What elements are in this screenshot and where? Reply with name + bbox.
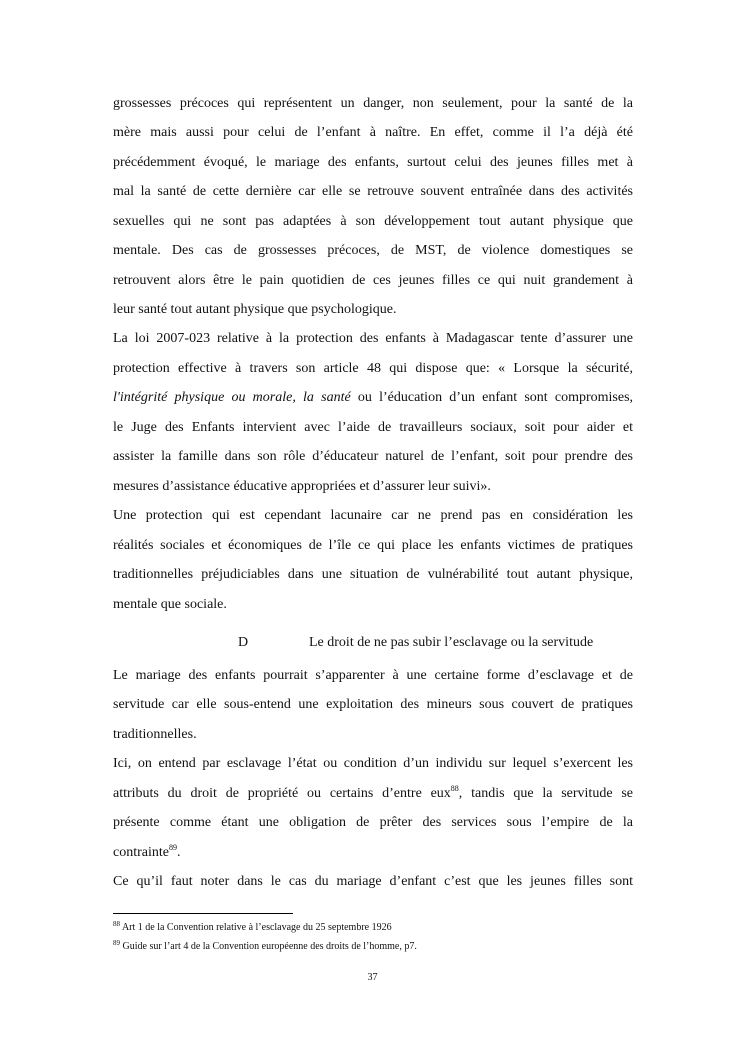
footnote-number: 89 [113,939,120,947]
body-text [113,0,633,1053]
text-span: contrainte [113,845,169,860]
text-span: ou l’éducation d’un enfant sont compromises, [350,390,634,405]
text-line: assister la famille dans son rôle d’éducateur naturel de l’enfant, soit pour prendre des [113,449,633,464]
text-line: présente comme étant une obligation de prêter des services sous l’empire de la [113,815,633,830]
section-title: Le droit de ne pas subir l’esclavage ou la servitude [309,635,594,650]
text-line [113,390,633,406]
italic-quote: l'intégrité physique ou morale, la santé [113,390,351,405]
text-line: Ici, on entend par esclavage l’état ou condition d’un individu sur lequel s’exercent les [113,756,633,771]
text-line: mentale que sociale. [113,597,227,612]
footnote-text: Guide sur l’art 4 de la Convention européenne des droits de l’homme, p7. [120,941,417,952]
text-line: grossesses précoces qui représentent un danger, non seulement, pour la santé de la [113,96,633,111]
text-line: réalités sociales et économiques de l’île ce qui place les enfants victimes de pratiques [113,538,633,553]
text-line: mère mais aussi pour celui de l’enfant à naître. En effet, comme il l’a déjà été [113,125,633,140]
text-line: traditionnelles préjudiciables dans une situation de vulnérabilité tout autant physique, [113,567,633,582]
footnote-number: 88 [113,920,120,928]
footnote-divider [113,913,293,914]
text-span: , tandis que la servitude se [458,786,633,801]
footnote [113,922,392,934]
text-line: retrouvent alors être le pain quotidien de ces jeunes filles ce qui nuit grandement à [113,273,633,288]
footnote-ref: 89 [168,843,177,852]
text-line: La loi 2007-023 relative à la protection des enfants à Madagascar tente d’assurer une [113,331,633,346]
text-line: Une protection qui est cependant lacunaire car ne prend pas en considération les [113,508,633,523]
text-line: Ce qu’il faut noter dans le cas du mariage d’enfant c’est que les jeunes filles sont [113,874,633,889]
text-line: Le mariage des enfants pourrait s’apparenter à une certaine forme d’esclavage et de [113,668,633,683]
footnote-ref: 88 [450,784,459,793]
text-line: protection effective à travers son article 48 qui dispose que: « Lorsque la sécurité, [113,361,633,376]
text-line: sexuelles qui ne sont pas adaptées à son développement tout autant physique que [113,214,633,229]
text-span: attributs du droit de propriété ou certains d’entre eux [113,786,451,801]
section-letter: D [238,635,249,650]
text-line: précédemment évoqué, le mariage des enfants, surtout celui des jeunes filles met à [113,155,633,170]
text-span: . [176,845,181,860]
text-line: mal la santé de cette dernière car elle se retrouve souvent entraînée dans des activités [113,184,633,199]
text-line: servitude car elle sous-entend une exploitation des mineurs sous couvert de pratiques [113,697,633,712]
text-line: leur santé tout autant physique que psychologique. [113,302,397,317]
page-number: 37 [367,972,378,983]
text-line: le Juge des Enfants intervient avec l’aide de travailleurs sociaux, soit pour aider et [113,420,633,435]
text-line [113,845,180,862]
footnote-text: Art 1 de la Convention relative à l’esclavage du 25 septembre 1926 [120,922,392,933]
text-line: mesures d’assistance éducative appropriées et d’assurer leur suivi». [113,479,491,494]
footnote [113,941,417,953]
text-line [113,786,633,803]
text-line: mentale. Des cas de grossesses précoces, de MST, de violence domestiques se [113,243,633,258]
text-line: traditionnelles. [113,727,197,742]
